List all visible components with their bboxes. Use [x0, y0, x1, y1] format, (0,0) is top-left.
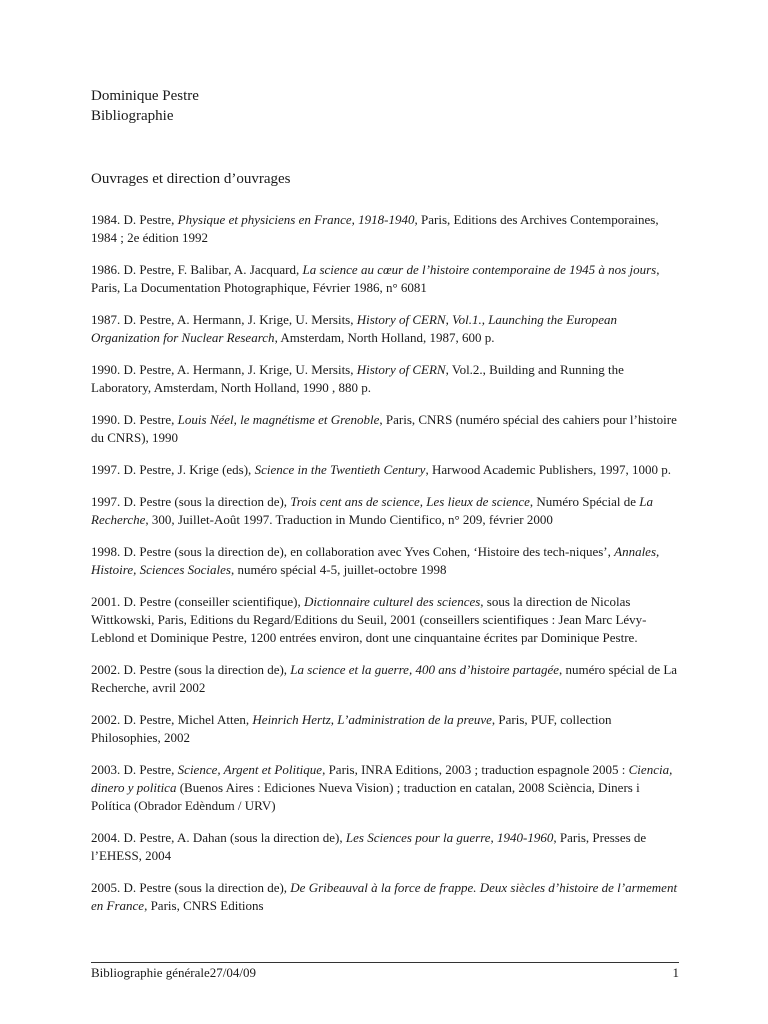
- entry-title-text: De Gribeauval à la force de frappe. Deux siècles d’histoire de l’armement en France: [91, 880, 678, 913]
- entry-text: , numéro spécial de La Recherche, avril 2002: [91, 662, 678, 695]
- entry-text: 1990. D. Pestre, A. Hermann, J. Krige, U. Mersits,: [91, 362, 357, 377]
- bibliography-entry: [91, 879, 681, 915]
- bibliography-entry: [91, 593, 681, 647]
- entry-text: 1998. D. Pestre (sous la direction de), en collaboration avec Yves Cohen, ‘Histoire des tech-niques’,: [91, 544, 615, 559]
- entry-text: , Vol.2., Building and Running the Laboratory, Amsterdam, North Holland, 1990 , 880 p.: [91, 362, 624, 395]
- bibliography-entry: [91, 661, 681, 697]
- entry-text: , Paris, CNRS Editions: [144, 898, 264, 913]
- document-subtitle: Bibliographie: [91, 108, 174, 124]
- entry-title-text: La Recherche: [91, 494, 654, 527]
- entry-text: , Paris, CNRS (numéro spécial des cahiers pour l’histoire du CNRS), 1990: [91, 412, 677, 445]
- entry-text: , numéro spécial 4-5, juillet-octobre 1998: [230, 562, 447, 577]
- entry-title-text: Les Sciences pour la guerre, 1940-1960: [345, 830, 554, 845]
- page-footer: [91, 962, 679, 982]
- author-name: Dominique Pestre: [91, 88, 199, 104]
- bibliography-entry: [91, 761, 681, 815]
- entry-text: 1997. D. Pestre, J. Krige (eds),: [91, 462, 255, 477]
- entry-text: (Buenos Aires : Ediciones Nueva Vision) ; traduction en catalan, 2008 Sciència, Diners i Política (Obrador Edèndum / URV): [91, 780, 640, 813]
- document-page: [91, 86, 681, 929]
- entry-text: , Paris, Presses de l’EHESS, 2004: [91, 830, 647, 863]
- entry-text: , Amsterdam, North Holland, 1987, 600 p.: [274, 330, 495, 345]
- bibliography-entry: [91, 411, 681, 447]
- entry-text: Paris, Editions des Archives Contemporaines, 1984 ; 2e édition 1992: [91, 212, 659, 245]
- entry-text: 2003. D. Pestre,: [91, 762, 178, 777]
- page-number: 1: [672, 965, 679, 980]
- entry-text: , Paris, La Documentation Photographique, Février 1986, n° 6081: [91, 262, 660, 295]
- entry-text: 2001. D. Pestre (conseiller scientifique),: [91, 594, 304, 609]
- entry-text: , Paris, INRA Editions, 2003 ; traduction espagnole 2005 :: [322, 762, 629, 777]
- entry-title-text: Science, Argent et Politique: [177, 762, 323, 777]
- bibliography-entry: [91, 361, 681, 397]
- entry-title-text: La science au cœur de l’histoire contemporaine de 1945 à nos jours: [302, 262, 657, 277]
- entry-text: 1984. D. Pestre,: [91, 212, 178, 227]
- entry-text: , Harwood Academic Publishers, 1997, 1000 p.: [425, 462, 671, 477]
- bibliography-entry: [91, 261, 681, 297]
- entry-title-text: La science et la guerre, 400 ans d’histoire partagée: [290, 662, 560, 677]
- bibliography-entry: [91, 461, 681, 479]
- entry-text: 1990. D. Pestre,: [91, 412, 178, 427]
- entry-title-text: Physique et physiciens en France, 1918-1940,: [177, 212, 418, 227]
- entry-title-text: Ciencia, dinero y politica: [91, 762, 673, 795]
- entry-text: , 300, Juillet-Août 1997. Traduction in Mundo Cientifico, n° 209, février 2000: [145, 512, 553, 527]
- bibliography-entry: [91, 711, 681, 747]
- bibliography-entry: [91, 211, 681, 247]
- footer-label: Bibliographie générale27/04/09: [91, 965, 256, 980]
- entry-title-text: Dictionnaire culturel des sciences: [304, 594, 481, 609]
- entry-text: 1987. D. Pestre, A. Hermann, J. Krige, U. Mersits,: [91, 312, 357, 327]
- entry-text: 2002. D. Pestre (sous la direction de),: [91, 662, 291, 677]
- entry-title-text: Trois cent ans de science, Les lieux de science: [290, 494, 530, 509]
- bibliography-entry: [91, 311, 681, 347]
- section-title: Ouvrages et direction d’ouvrages: [91, 171, 291, 187]
- entry-title-text: Science in the Twentieth Century: [254, 462, 426, 477]
- entry-title-text: Annales, Histoire, Sciences Sociales: [91, 544, 660, 577]
- bibliography-list: [91, 211, 681, 915]
- entry-text: 2004. D. Pestre, A. Dahan (sous la direction de),: [91, 830, 346, 845]
- bibliography-entry: [91, 493, 681, 529]
- entry-text: , Paris, PUF, collection Philosophies, 2002: [91, 712, 612, 745]
- entry-text: 1986. D. Pestre, F. Balibar, A. Jacquard,: [91, 262, 303, 277]
- entry-text: 2002. D. Pestre, Michel Atten,: [91, 712, 253, 727]
- entry-text: 2005. D. Pestre (sous la direction de),: [91, 880, 291, 895]
- entry-text: , sous la direction de Nicolas Wittkowski, Paris, Editions du Regard/Editions du Seuil, 2001 (conseillers scientifiques : Jean Marc Lévy-Leblond et Dominique Pestre, 1200 entrées environ, dont une cinquantaine écrites par Dominique Pestre.: [91, 594, 647, 645]
- bibliography-entry: [91, 543, 681, 579]
- entry-text: , Numéro Spécial de: [529, 494, 640, 509]
- entry-title-text: Louis Néel, le magnétisme et Grenoble: [177, 412, 380, 427]
- entry-title-text: History of CERN, Vol.1., Launching the European Organization for Nuclear Research: [91, 312, 617, 345]
- entry-text: 1997. D. Pestre (sous la direction de),: [91, 494, 291, 509]
- entry-title-text: History of CERN: [356, 362, 446, 377]
- bibliography-entry: [91, 829, 681, 865]
- entry-title-text: Heinrich Hertz, L’administration de la preuve: [252, 712, 492, 727]
